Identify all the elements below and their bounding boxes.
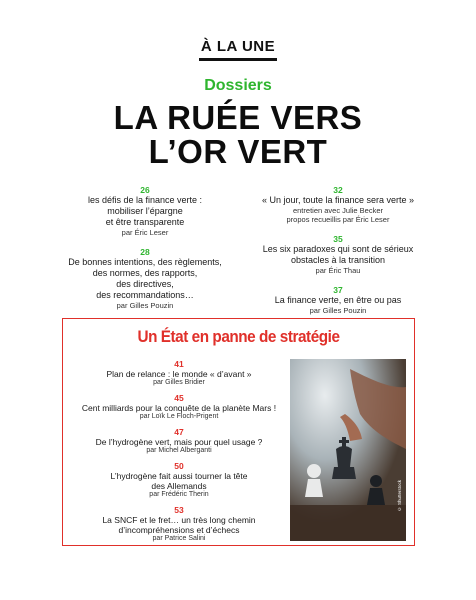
page-number: 26: [140, 185, 150, 195]
article-entry[interactable]: [69, 393, 289, 421]
page-number: 53: [174, 505, 184, 515]
byline: par Éric Thau: [315, 266, 361, 275]
article-title: [40, 257, 250, 301]
photo-credit: © Shutterstock: [397, 479, 402, 511]
title-line: La SNCF et le fret… un très long chemin: [102, 515, 256, 525]
box-title: Un État en panne de stratégie: [137, 327, 340, 346]
page-title: [0, 101, 476, 169]
article-entry[interactable]: [40, 247, 250, 310]
page-number: 50: [174, 461, 184, 471]
title-line: Cent milliards pour la conquête de la planète Mars !: [81, 403, 277, 413]
section-label: Dossiers: [204, 77, 272, 94]
article-title: [69, 369, 289, 379]
byline-2: propos recueillis par Éric Leser: [286, 215, 390, 224]
article-title: [40, 195, 250, 228]
title-line: De bonnes intentions, des règlements,: [68, 257, 222, 267]
feature-box: [62, 318, 415, 546]
left-column: [40, 185, 250, 320]
byline: par Patrice Salini: [152, 535, 206, 542]
page-number: 32: [333, 185, 343, 195]
page-number: 28: [140, 247, 150, 257]
article-entry[interactable]: [69, 505, 289, 543]
byline: par Loïk Le Floch-Prigent: [139, 413, 219, 420]
byline: par Gilles Pouzin: [116, 301, 174, 310]
kicker: À LA UNE: [199, 38, 277, 61]
title-line: des Allemands: [151, 481, 207, 491]
article-entry[interactable]: [228, 234, 448, 275]
page-number: 35: [333, 234, 343, 244]
article-title: [69, 471, 289, 491]
byline: par Frédéric Therin: [149, 491, 209, 498]
article-entry[interactable]: [228, 285, 448, 315]
article-entry[interactable]: [69, 427, 289, 455]
title-line-2: L’OR VERT: [148, 133, 328, 170]
title-line: des directives,: [116, 279, 174, 289]
title-line: La finance verte, en être ou pas: [274, 295, 402, 305]
box-article-list: [69, 359, 289, 549]
page-number: 47: [174, 427, 184, 437]
title-line: « Un jour, toute la finance sera verte »: [261, 195, 415, 205]
byline: par Éric Leser: [121, 228, 169, 237]
article-title: [69, 437, 289, 447]
title-line: des recommandations…: [96, 290, 194, 300]
title-line: De l’hydrogène vert, mais pour quel usage ?: [95, 437, 263, 447]
title-line: Les six paradoxes qui sont de sérieux: [262, 244, 414, 254]
byline: par Gilles Pouzin: [309, 306, 367, 315]
article-title: [69, 403, 289, 413]
title-line: Plan de relance : le monde « d’avant »: [106, 369, 252, 379]
title-line: L’hydrogène fait aussi tourner la tête: [110, 471, 248, 481]
title-line: mobiliser l’épargne: [107, 206, 183, 216]
right-column: [228, 185, 448, 325]
article-title: [228, 295, 448, 306]
title-line: des normes, des rapports,: [92, 268, 198, 278]
title-line: les défis de la finance verte :: [87, 195, 203, 205]
article-title: [228, 244, 448, 266]
byline: entretien avec Julie Becker: [292, 206, 384, 215]
byline: par Gilles Bridier: [153, 379, 205, 386]
article-entry[interactable]: [228, 185, 448, 224]
article-entry[interactable]: [69, 359, 289, 387]
title-line: et être transparente: [105, 217, 185, 227]
chess-illustration: [290, 359, 406, 541]
header: [0, 38, 476, 169]
article-entry[interactable]: [69, 461, 289, 499]
page-number: 37: [333, 285, 343, 295]
article-entry[interactable]: [40, 185, 250, 237]
title-line: obstacles à la transition: [290, 255, 386, 265]
title-line: d’incompréhensions et d’échecs: [118, 525, 240, 535]
page-number: 41: [174, 359, 184, 369]
title-line-1: LA RUÉE VERS: [113, 99, 363, 136]
article-title: [228, 195, 448, 206]
chess-pieces-photo: [290, 359, 406, 541]
board-surface: [290, 505, 406, 541]
page-number: 45: [174, 393, 184, 403]
article-title: [69, 515, 289, 535]
byline: par Michel Alberganti: [146, 447, 212, 454]
